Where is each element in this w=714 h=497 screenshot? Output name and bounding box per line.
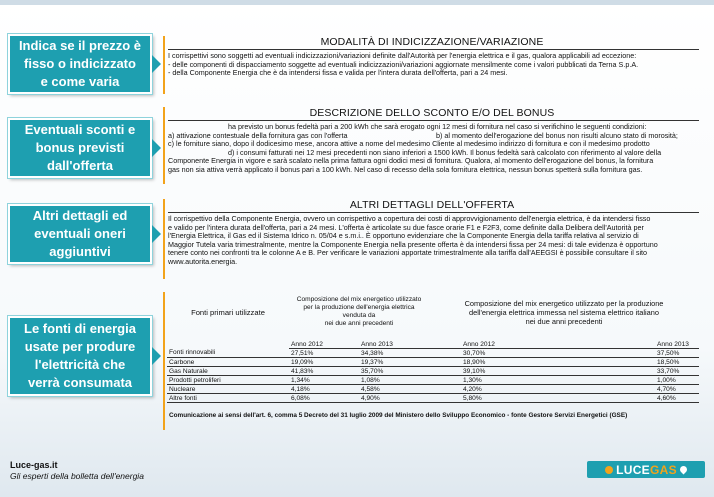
header-mix-seller — [289, 292, 429, 332]
section-body — [165, 123, 699, 175]
year-cell: Anno 2012 — [289, 340, 359, 349]
value-cell: 19,37% — [361, 358, 384, 366]
section-title: DESCRIZIONE DELLO SCONTO E/O DEL BONUS — [309, 107, 555, 119]
brand-logo[interactable] — [587, 461, 705, 478]
text-line: ha previsto un bonus fedeltà pari a 200 kWh che sarà erogato ogni 12 mesi di fornitura nel caso si verifichino le seguenti condizioni: — [228, 122, 647, 131]
section-bonus — [163, 107, 699, 184]
value-cell: 1,08% — [361, 376, 380, 384]
label-line: e come varia — [40, 74, 120, 89]
value-cell: 4,90% — [361, 394, 380, 402]
energy-mix-table — [167, 292, 699, 403]
divider — [168, 49, 699, 50]
label-line: l'elettricità che — [34, 357, 126, 372]
value-cell: 30,70% — [463, 349, 486, 357]
year-cell-blank — [167, 340, 289, 349]
section-body — [165, 215, 699, 267]
top-bar — [0, 0, 714, 5]
value-cell: 4,60% — [657, 394, 676, 402]
value-cell: 35,70% — [361, 367, 384, 375]
text-line: e valido per l'intera durata dell'offerta, pari a 24 mesi. L'offerta è articolate su due fasce orarie F1 e F2F3, come definite dalla Delibera dell'Autorità per — [168, 222, 644, 232]
text-line: Maggior Tutela varia trimestralmente, mentre la Componente Energia nella presente offerta è da intendersi fissa per 24 mesi: di tale evidenza è opportuno — [168, 239, 658, 249]
section-indexation — [163, 36, 699, 94]
arrow-icon — [152, 225, 161, 243]
value-cell: 6,08% — [291, 394, 310, 402]
label-line: fisso o indicizzato — [24, 56, 136, 71]
label-line: aggiuntivi — [49, 244, 111, 259]
value-cell: 41,83% — [291, 367, 314, 375]
logo-text-gas: GAS — [649, 462, 677, 477]
header-mix-national — [429, 292, 699, 332]
flame-icon — [678, 465, 688, 475]
value-cell: 19,09% — [291, 358, 314, 366]
value-cell: 1,00% — [657, 376, 676, 384]
source-name: Gas Naturale — [169, 367, 208, 375]
table-row — [167, 349, 699, 358]
source-name: Carbone — [169, 358, 195, 366]
section-body — [165, 52, 699, 78]
footer-brand: Luce-gas.it — [10, 460, 58, 470]
lightbulb-icon — [605, 466, 613, 474]
section-energy-mix — [163, 292, 699, 430]
text-line: - delle componenti di dispacciamento soggette ad eventuali indicizzazioni/variazioni aggiornate mensilmente come i valori pubblicati da Terna S.p.A. — [168, 59, 639, 69]
label-price-type — [8, 34, 152, 94]
label-discounts — [8, 118, 152, 178]
arrow-icon — [152, 139, 161, 157]
year-cell: Anno 2013 — [605, 340, 699, 349]
label-line: usate per produre — [24, 339, 136, 354]
label-other-details — [8, 204, 152, 264]
value-cell: 1,30% — [463, 376, 482, 384]
value-cell: 27,51% — [291, 349, 314, 357]
label-energy-sources — [8, 316, 152, 396]
header-line: dell'energia elettrica immessa nel sistema elettrico italiano — [469, 307, 659, 317]
text-line: Componente Energia in vigore e sarà scalato nella prima fattura ogni dodici mesi di fornitura. Qualora, al momento dell'erogazione del bonus, la fornitura — [168, 156, 654, 166]
text-fragment: b) al momento dell'erogazione del bonus non risulti alcuno stato di morosità; — [436, 130, 678, 140]
header-sources: Fonti primari utilizzate — [191, 307, 265, 317]
label-line: verrà consumata — [27, 375, 133, 390]
table-row — [167, 358, 699, 367]
value-cell: 18,50% — [657, 358, 680, 366]
table-row — [167, 367, 699, 376]
source-name: Nucleare — [169, 385, 196, 393]
source-name: Altre fonti — [169, 394, 197, 402]
footer-tagline: Gli esperti della bolletta dell'energia — [10, 471, 144, 481]
text-line: gas non sia attiva verrà applicato il bonus pari a 100 kWh. Nel caso di recesso della sola fornitura elettrica, nessun bonus spetterà sulla fornitura gas. — [168, 164, 643, 174]
header-line: nei due anni precedenti — [525, 316, 603, 326]
label-line: eventuali oneri — [34, 226, 126, 241]
header-line: venduta da — [342, 312, 376, 319]
section-other-details — [163, 199, 699, 279]
divider — [168, 212, 699, 213]
value-cell: 1,34% — [291, 376, 310, 384]
table-row — [167, 376, 699, 385]
text-line: www.autorita.energia. — [168, 256, 238, 266]
text-line: d) i consumi fatturati nei 12 mesi precedenti non siano inferiori a 1500 kWh. Il bonus fedeltà sarà calcolato con riferimento al valore della — [228, 147, 662, 157]
divider — [168, 120, 699, 121]
text-line: I corrispettivi sono soggetti ad eventuali indicizzazioni/variazioni definite dall'Autorità per l'energia elettrica e il gas, qualora applicabili ad eccezione: — [168, 51, 637, 60]
spacer-row — [167, 332, 699, 340]
value-cell: 34,38% — [361, 349, 384, 357]
section-title: ALTRI DETTAGLI DELL'OFFERTA — [349, 199, 515, 211]
value-cell: 4,58% — [361, 385, 380, 393]
value-cell: 18,90% — [463, 358, 486, 366]
arrow-icon — [152, 347, 161, 365]
text-line: - della Componente Energia che è da intendersi fissa e valida per l'intera durata dell'offerta, pari a 24 mesi. — [168, 68, 508, 78]
label-line: dall'offerta — [47, 158, 113, 173]
value-cell: 4,70% — [657, 385, 676, 393]
table-row — [167, 385, 699, 394]
text-line: tenere conto nei confronti tra le colonne A e B. Per verificare le variazioni apportate trimestralmente alla tariffa dall'AEEGSI è possibile consultare il sito — [168, 248, 648, 258]
header-line: Composizione del mix energetico utilizzato — [296, 296, 422, 303]
source-note: Comunicazione ai sensi dell'art. 6, comma 5 Decreto del 31 luglio 2009 del Ministero dello Sviluppo Economico - fonte Gestore Servizi Energetici (GSE) — [169, 412, 628, 419]
header-line: Composizione del mix energetico utilizzato per la produzione — [464, 298, 664, 308]
text-line: c) le forniture siano, dopo il dodicesimo mese, ancora attive a nome del medesimo Cliente al medesimo indirizzo di fornitura e con il medesimo prodotto — [168, 139, 650, 149]
value-cell: 4,20% — [463, 385, 482, 393]
year-cell: Anno 2013 — [359, 340, 429, 349]
year-row — [167, 340, 699, 349]
value-cell: 37,50% — [657, 349, 680, 357]
label-line: Altri dettagli ed — [32, 208, 128, 223]
value-cell: 4,18% — [291, 385, 310, 393]
header-line: per la produzione dell'energia elettrica — [303, 304, 415, 311]
label-line: Eventuali sconti e — [24, 122, 136, 137]
text-line: Il corrispettivo della Componente Energia, ovvero un corrispettivo a copertura dei costi di approvvigionamento dell'energia elettrica, è da intendersi fisso — [168, 214, 651, 223]
source-name: Fonti rinnovabili — [169, 349, 216, 357]
arrow-icon — [152, 55, 161, 73]
label-line: Le fonti di energia — [24, 321, 136, 336]
year-cell: Anno 2012 — [429, 340, 605, 349]
text-fragment: a) attivazione contestuale della fornitura gas con l'offerta — [168, 130, 348, 140]
label-line: bonus previsti — [35, 140, 125, 155]
source-name: Prodotti petroliferi — [169, 376, 221, 384]
table-row — [167, 394, 699, 403]
value-cell: 5,80% — [463, 394, 482, 402]
header-line: nei due anni precedenti — [324, 320, 394, 327]
value-cell: 39,10% — [463, 367, 486, 375]
section-title: MODALITÀ DI INDICIZZAZIONE/VARIAZIONE — [320, 36, 544, 48]
value-cell: 33,70% — [657, 367, 680, 375]
logo-text-luce: LUCE — [616, 462, 650, 477]
label-line: Indica se il prezzo è — [18, 38, 142, 53]
text-line: l'Energia Elettrica, il Gas ed il Sistema Idrico n. 05/04 e s.m.i.. È opportuno evidenziare che la Componente Energia della tariffa relativa al servizio di — [168, 231, 639, 241]
table-header-row — [167, 292, 699, 332]
